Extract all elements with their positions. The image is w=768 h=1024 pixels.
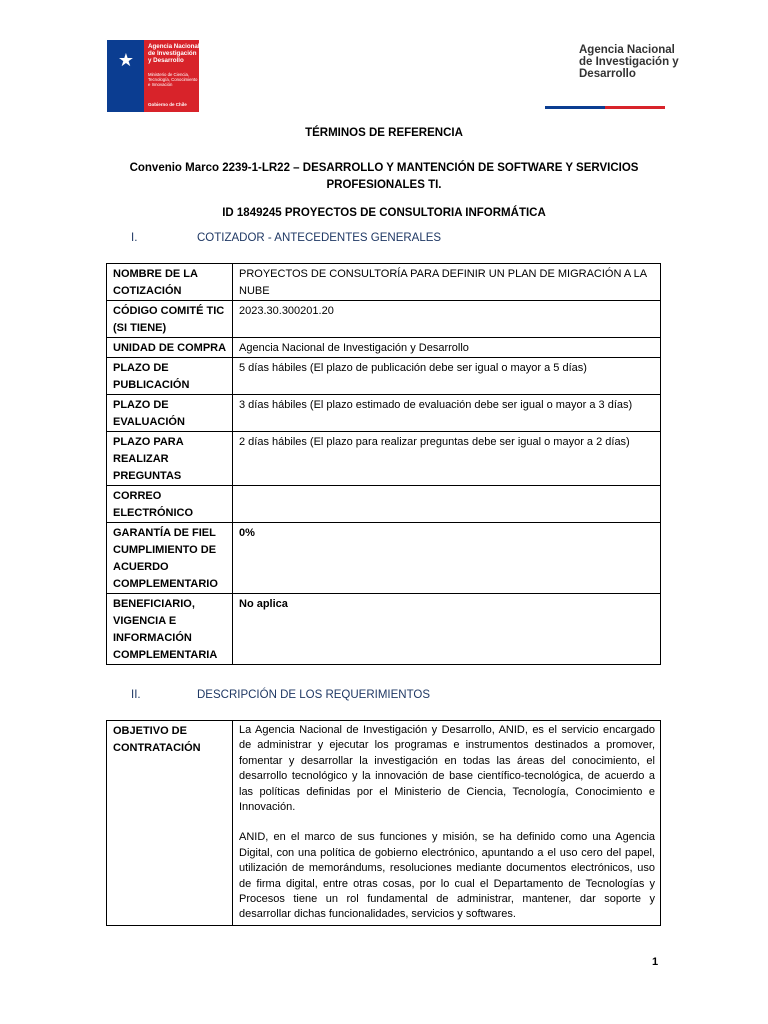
objective-paragraph-2: ANID, en el marco de sus funciones y misión, se ha definido como una Agencia Digital, con una política de gobierno electrónico, apuntando a el uso cero del papel, utilización de memorándums, resoluciones mediante documentos electrónicos, uso de firma digital, entre otras cosas, por lo cual el Departamento de Tecnologías y Procesos tiene un rol fundamental de administrar, mantener, dar soporte y desarrollar dichas funcionalidades, servicios y softwares. [239,831,655,921]
table-row [107,594,661,665]
row-value: 2 días hábiles (El plazo para realizar preguntas debe ser igual o mayor a 2 días) [233,432,661,486]
row-value: 0% [233,523,661,594]
logo-right-name: Agencia Nacional de Investigación y Desarrollo [579,44,679,80]
table-row [107,486,661,523]
row-value: 2023.30.300201.20 [233,301,661,338]
table-row [107,358,661,395]
row-label: NOMBRE DE LA COTIZACIÓN [107,264,233,301]
row-value: 3 días hábiles (El plazo estimado de evaluación debe ser igual o mayor a 3 días) [233,395,661,432]
star-icon: ★ [117,50,135,70]
section-title: COTIZADOR - ANTECEDENTES GENERALES [197,232,442,244]
table-row [107,395,661,432]
row-label: PLAZO DE PUBLICACIÓN [107,358,233,395]
row-label: UNIDAD DE COMPRA [107,338,233,358]
row-value: 5 días hábiles (El plazo de publicación debe ser igual o mayor a 5 días) [233,358,661,395]
section-number: I. [131,232,138,244]
requirements-table [106,720,661,926]
row-label: PLAZO DE EVALUACIÓN [107,395,233,432]
row-label: GARANTÍA DE FIEL CUMPLIMIENTO DE ACUERDO COMPLEMENTARIO [107,523,233,594]
table-row [107,301,661,338]
table-row [107,338,661,358]
logo-agency-name: Agencia Nacional de Investigación y Desarrollo [148,43,200,64]
section-number: II. [131,689,141,701]
logo-flag-bar [545,106,665,109]
table-row [107,721,661,926]
logo-gobierno: Gobierno de Chile [148,102,187,107]
anid-logo [545,44,679,110]
row-label: PLAZO PARA REALIZAR PREGUNTAS [107,432,233,486]
page-number: 1 [652,956,659,968]
document-subtitle: Convenio Marco 2239-1-LR22 – DESARROLLO Y MANTENCIÓN DE SOFTWARE Y SERVICIOS PROFESIONALES TI. [129,162,639,191]
row-label: BENEFICIARIO, VIGENCIA E INFORMACIÓN COMPLEMENTARIA [107,594,233,665]
anid-gobierno-logo [107,40,199,112]
row-value [233,486,661,523]
row-label: CORREO ELECTRÓNICO [107,486,233,523]
table-row [107,523,661,594]
row-value: PROYECTOS DE CONSULTORÍA PARA DEFINIR UN PLAN DE MIGRACIÓN A LA NUBE [233,264,661,301]
logo-ministry-name: Ministerio de Ciencia, Tecnología, Conocimiento e Innovación [148,72,198,87]
row-label: CÓDIGO COMITÉ TIC (SI TIENE) [107,301,233,338]
general-info-table [106,263,661,665]
document-id: ID 1849245 PROYECTOS DE CONSULTORIA INFORMÁTICA [222,207,546,219]
row-label: OBJETIVO DE CONTRATACIÓN [107,721,233,926]
objective-paragraph-1: La Agencia Nacional de Investigación y Desarrollo, ANID, es el servicio encargado de administrar y ejecutar los programas e instrumentos destinados a promover, fomentar y desarrollar la investigación en todas las áreas del conocimiento, el desarrollo tecnológico y la innovación de base científico-tecnológica, de acuerdo a las políticas definidas por el Ministerio de Ciencia, Tecnología, Conocimiento e Innovación. [239,724,655,814]
row-value: No aplica [233,594,661,665]
row-value [233,721,661,926]
document-title: TÉRMINOS DE REFERENCIA [305,127,463,139]
table-row [107,264,661,301]
table-row [107,432,661,486]
row-value: Agencia Nacional de Investigación y Desarrollo [233,338,661,358]
section-heading-1 [131,232,441,244]
section-title: DESCRIPCIÓN DE LOS REQUERIMIENTOS [197,689,431,701]
section-heading-2 [131,689,430,701]
